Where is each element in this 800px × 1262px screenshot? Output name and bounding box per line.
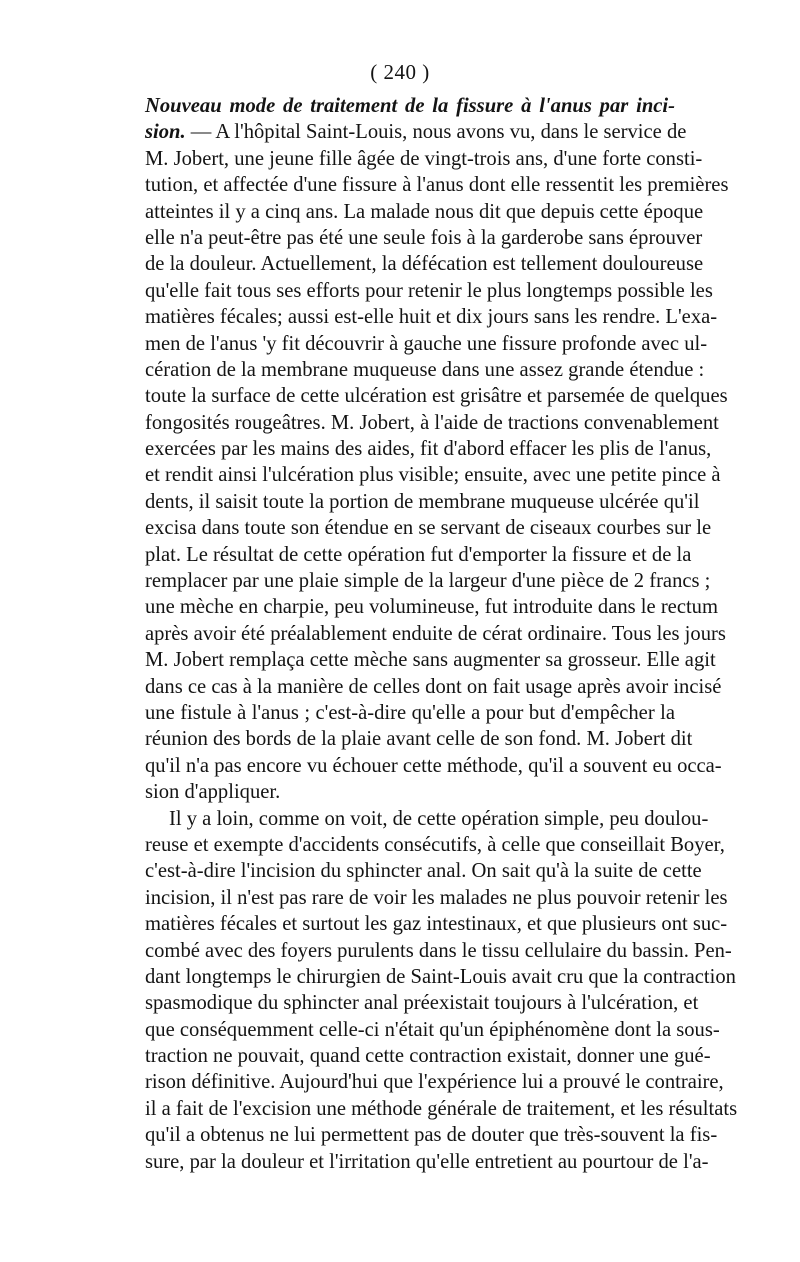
paragraph-1-line: qu'elle fait tous ses efforts pour retenir le plus longtemps possible les — [145, 279, 713, 302]
paragraph-2-line: matières fécales et surtout les gaz intestinaux, et que plusieurs ont suc- — [145, 913, 728, 936]
paragraph-1-line: cération de la membrane muqueuse dans une assez grande étendue : — [145, 358, 705, 381]
paragraph-1-line-1: — A l'hôpital Saint-Louis, nous avons vu, dans le service de — [185, 121, 687, 144]
paragraph-2-line: rison définitive. Aujourd'hui que l'expérience lui a prouvé le contraire, — [145, 1071, 724, 1094]
paragraph-1-line: matières fécales; aussi est-elle huit et dix jours sans les rendre. L'exa- — [145, 306, 718, 329]
paragraph-1-line: toute la surface de cette ulcération est grisâtre et parsemée de quelques — [145, 385, 728, 408]
paragraph-1-line: fongosités rougeâtres. M. Jobert, à l'aide de tractions convenablement — [145, 411, 719, 434]
paragraph-1-line: dents, il saisit toute la portion de membrane muqueuse ulcérée qu'il — [145, 490, 700, 513]
paragraph-1-line: remplacer par une plaie simple de la largeur d'une pièce de 2 francs ; — [145, 570, 711, 593]
paragraph-2-line: reuse et exempte d'accidents consécutifs, à celle que conseillait Boyer, — [145, 833, 725, 856]
paragraph-1-line: une mèche en charpie, peu volumineuse, fut introduite dans le rectum — [145, 596, 718, 619]
paragraph-2-line: il a fait de l'excision une méthode générale de traitement, et les résultats — [145, 1097, 738, 1120]
paragraph-1-line: de la douleur. Actuellement, la défécation est tellement douloureuse — [145, 253, 704, 276]
paragraph-2-line: que conséquemment celle-ci n'était qu'un épiphénomène dont la sous- — [145, 1018, 720, 1041]
paragraph-1-line: après avoir été préalablement enduite de cérat ordinaire. Tous les jours — [145, 622, 726, 645]
paragraph-1-line: et rendit ainsi l'ulcération plus visible; ensuite, avec une petite pince à — [145, 464, 721, 487]
paragraph-1-line: excisa dans toute son étendue en se servant de ciseaux courbes sur le — [145, 517, 712, 540]
paragraph-1-line: exercées par les mains des aides, fit d'abord effacer les plis de l'anus, — [145, 438, 712, 461]
page-number: ( 240 ) — [370, 60, 430, 84]
heading-line-2 — [145, 119, 687, 145]
article-title-end: sion. — [145, 121, 186, 144]
paragraph-1-last-line: sion d'appliquer. — [145, 781, 281, 804]
paragraph-2-line: traction ne pouvait, quand cette contraction existait, donner une gué- — [145, 1045, 711, 1068]
paragraph-1-line: réunion des bords de la plaie avant celle de son fond. M. Jobert dit — [145, 728, 693, 751]
paragraph-1-line: qu'il n'a pas encore vu échouer cette méthode, qu'il a souvent eu occa- — [145, 754, 722, 777]
paragraph-1-line: une fistule à l'anus ; c'est-à-dire qu'elle a pour but d'empêcher la — [145, 701, 675, 724]
paragraph-2-line: spasmodique du sphincter anal préexistait toujours à l'ulcération, et — [145, 992, 699, 1015]
paragraph-1-line: men de l'anus 'y fit découvrir à gauche une fissure profonde avec ul- — [145, 332, 708, 355]
paragraph-2-line: combé avec des foyers purulents dans le tissu cellulaire du bassin. Pen- — [145, 939, 732, 962]
paragraph-2-line: qu'il a obtenus ne lui permettent pas de douter que très-souvent la fis- — [145, 1124, 718, 1147]
heading-line-1 — [145, 93, 675, 119]
article-title: Nouveau mode de traitement de la fissure à l'anus par inci- — [145, 95, 675, 117]
paragraph-2-line: incision, il n'est pas rare de voir les malades ne plus pouvoir retenir les — [145, 886, 728, 909]
paragraph-1-line: atteintes il y a cinq ans. La malade nous dit que depuis cette époque — [145, 200, 704, 223]
paragraph-1-line: M. Jobert, une jeune fille âgée de vingt-trois ans, d'une forte consti- — [145, 147, 703, 170]
body-text — [145, 93, 738, 1175]
paragraph-1-line: dans ce cas à la manière de celles dont on fait usage après avoir incisé — [145, 675, 722, 698]
paragraph-1-line: plat. Le résultat de cette opération fut d'emporter la fissure et de la — [145, 543, 692, 566]
paragraph-2-line: Il y a loin, comme on voit, de cette opération simple, peu doulou- — [169, 807, 709, 830]
paragraph-1-line: M. Jobert remplaça cette mèche sans augmenter sa grosseur. Elle agit — [145, 649, 716, 672]
paragraph-2-line: c'est-à-dire l'incision du sphincter anal. On sait qu'à la suite de cette — [145, 860, 702, 883]
paragraph-2-line: sure, par la douleur et l'irritation qu'elle entretient au pourtour de l'a- — [145, 1150, 709, 1173]
paragraph-1-line: elle n'a peut-être pas été une seule fois à la garderobe sans éprouver — [145, 226, 703, 249]
paragraph-1-line: tution, et affectée d'une fissure à l'anus dont elle ressentit les premières — [145, 174, 729, 197]
paragraph-2-line: dant longtemps le chirurgien de Saint-Louis avait cru que la contraction — [145, 965, 736, 988]
